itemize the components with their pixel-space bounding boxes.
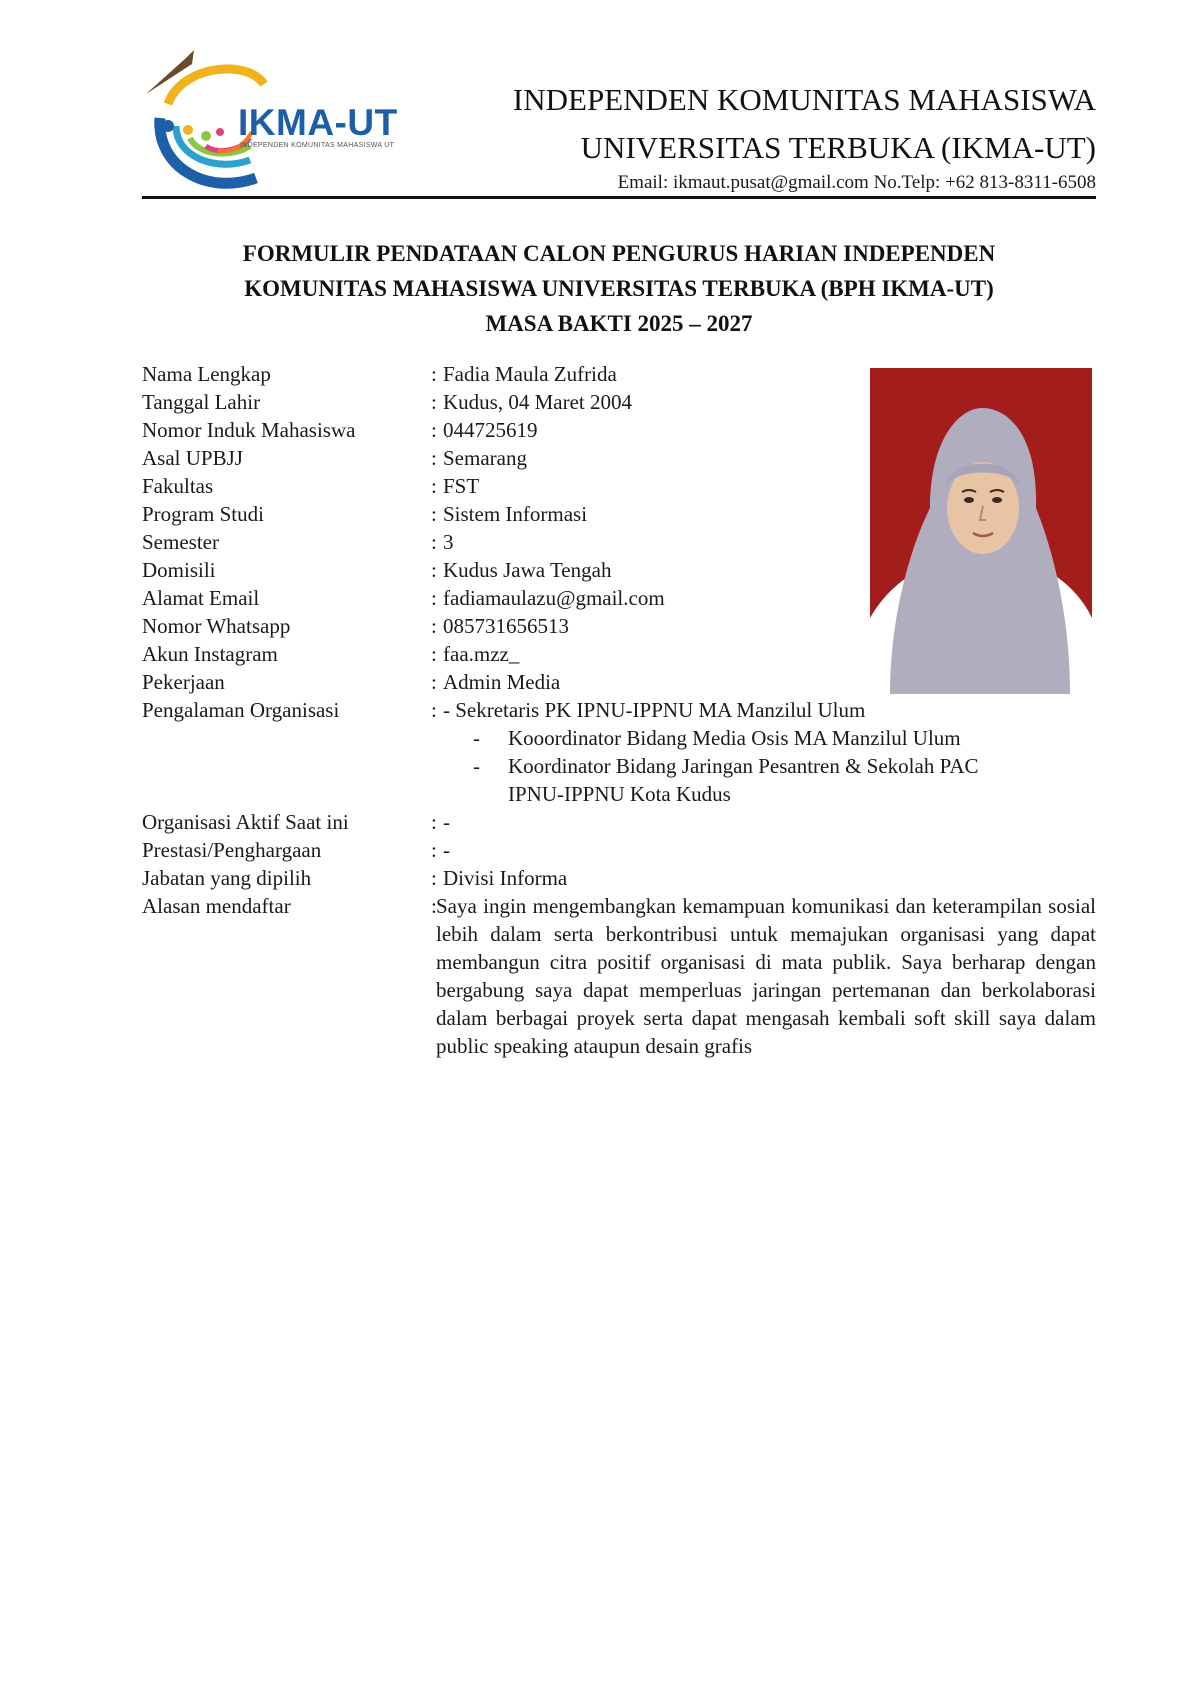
field-colon: : [431,390,437,414]
field-colon: : [431,866,437,890]
field-label: Nomor Whatsapp [142,614,291,638]
field-label: Fakultas [142,474,214,498]
field-label: Prestasi/Penghargaan [142,838,322,862]
header-divider [142,196,1096,199]
field-label: Tanggal Lahir [142,390,261,414]
field-value: faa.mzz_ [443,642,520,666]
field-label: Organisasi Aktif Saat ini [142,810,349,834]
field-label: Pengalaman Organisasi [142,698,340,722]
applicant-photo [870,368,1092,694]
experience-item: Kooordinator Bidang Media Osis MA Manzilul Ulum [508,726,961,750]
organization-name-line1: INDEPENDEN KOMUNITAS MAHASISWA [512,82,1096,117]
field-colon: : [431,362,437,386]
field-colon: : [431,838,437,862]
field-value: 3 [443,530,454,554]
form-title-line3: MASA BAKTI 2025 – 2027 [485,311,753,336]
field-value: - Sekretaris PK IPNU-IPPNU MA Manzilul Ulum [443,698,866,722]
field-label: Semester [142,530,219,554]
field-label: Asal UPBJJ [142,446,243,470]
field-colon: : [431,558,437,582]
experience-item-continued: IPNU-IPPNU Kota Kudus [508,782,731,806]
field-colon: : [431,446,437,470]
field-colon: : [431,642,437,666]
field-value: - [443,810,450,834]
field-value: FST [443,474,480,498]
field-label: Akun Instagram [142,642,278,666]
field-colon: : [431,614,437,638]
organization-name-line2: UNIVERSITAS TERBUKA (IKMA-UT) [580,130,1096,165]
field-colon: : [431,418,437,442]
logo-wordmark: IKMA-UT [238,102,398,143]
field-value: - [443,838,450,862]
field-colon: : [431,474,437,498]
field-label: Alamat Email [142,586,260,610]
experience-dash: - [473,754,480,778]
field-label: Domisili [142,558,216,582]
field-colon: : [431,530,437,554]
field-value: Divisi Informa [443,866,568,890]
field-colon: : [431,810,437,834]
experience-dash: - [473,726,480,750]
alasan-mendaftar-text: Saya ingin mengembangkan kemampuan komunikasi dan keterampilan sosial lebih dalam serta berkontribusi untuk memajukan organisasi yang dapat membangun citra positif organisasi di mata publik. Saya berharap dengan bergabung saya dapat memperluas jaringan pertemanan dan berkolaborasi dalam berbagai proyek serta dapat mengasah kembali soft skill saya dalam public speaking ataupun desain grafis [436,894,1096,1058]
field-value: 085731656513 [443,614,569,638]
field-value: Kudus Jawa Tengah [443,558,612,582]
field-label: Nama Lengkap [142,362,271,386]
field-value: fadiamaulazu@gmail.com [443,586,665,610]
field-value: Semarang [443,446,527,470]
field-colon: : [431,698,437,722]
field-value: Kudus, 04 Maret 2004 [443,390,632,414]
mortarboard-icon [146,50,194,94]
field-colon: : [431,586,437,610]
form-title-line2: KOMUNITAS MAHASISWA UNIVERSITAS TERBUKA (BPH IKMA-UT) [244,276,994,301]
field-label: Program Studi [142,502,264,526]
form-title [142,236,1096,341]
field-colon: : [431,670,437,694]
field-label: Pekerjaan [142,670,225,694]
contact-info: Email: ikmaut.pusat@gmail.com No.Telp: +62 813-8311-6508 [617,172,1096,193]
field-value: Admin Media [443,670,561,694]
field-colon: : [431,502,437,526]
field-label: Alasan mendaftar [142,894,291,918]
field-value: 044725619 [443,418,538,442]
field-label: Jabatan yang dipilih [142,866,312,890]
field-value: Fadia Maula Zufrida [443,362,617,386]
field-colon: : [431,894,437,918]
experience-item: Koordinator Bidang Jaringan Pesantren & Sekolah PAC [508,754,979,778]
logo-tagline: INDEPENDEN KOMUNITAS MAHASISWA UT [240,142,395,149]
form-title-line1: FORMULIR PENDATAAN CALON PENGURUS HARIAN INDEPENDEN [242,241,996,266]
field-label: Nomor Induk Mahasiswa [142,418,356,442]
field-value: Sistem Informasi [443,502,588,526]
